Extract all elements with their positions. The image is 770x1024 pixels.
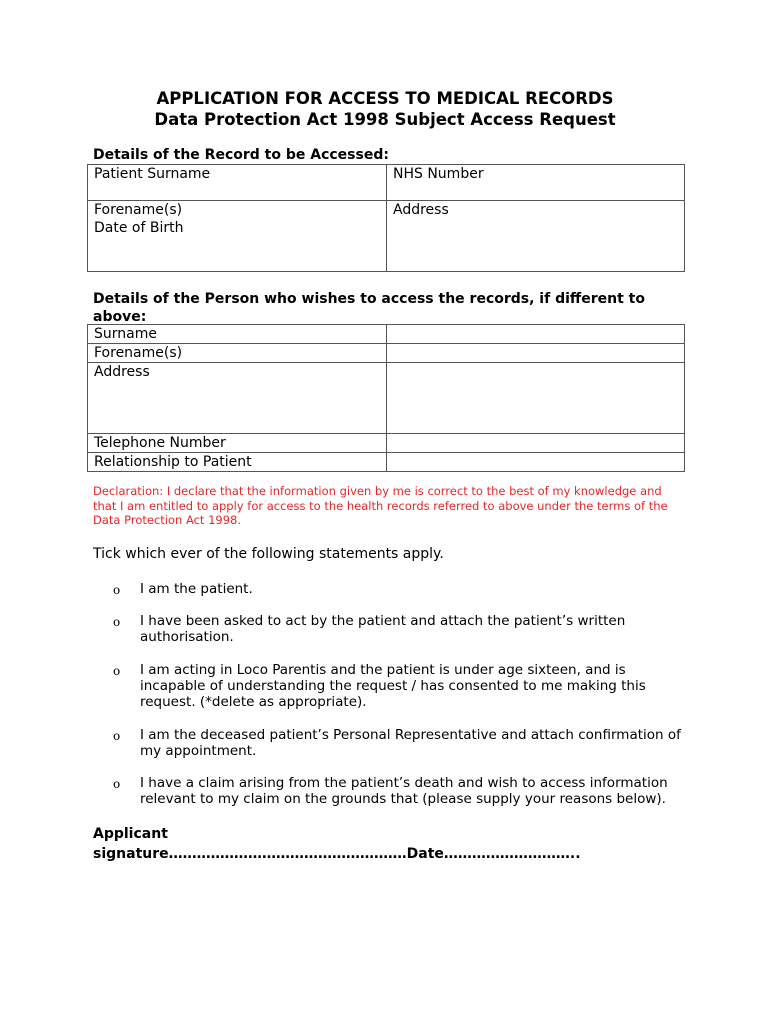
person-telephone-input[interactable] bbox=[387, 434, 685, 453]
date-of-birth-label: Date of Birth bbox=[94, 220, 184, 236]
person-forenames-input[interactable] bbox=[387, 344, 685, 363]
record-details-table bbox=[87, 164, 685, 272]
patient-surname-label: Patient Surname bbox=[94, 166, 211, 182]
person-forenames-label: Forename(s) bbox=[88, 344, 387, 363]
record-section-heading: Details of the Record to be Accessed: bbox=[93, 147, 389, 163]
person-address-label: Address bbox=[88, 363, 387, 434]
declaration-text: Declaration: I declare that the information given by me is correct to the best of my knowledge and that I am entitled to apply for access to the health records referred to above under the terms of the Data Protection Act 1998. bbox=[93, 484, 668, 527]
person-surname-input[interactable] bbox=[387, 325, 685, 344]
option-label: I have been asked to act by the patient and attach the patient’s written authorisation. bbox=[140, 613, 626, 645]
option-label: I am the patient. bbox=[140, 581, 253, 597]
patient-address-label: Address bbox=[393, 202, 449, 218]
signature-date-line[interactable]: signature……………………………………………Date……………………….. bbox=[93, 846, 581, 862]
forenames-dob-field[interactable] bbox=[88, 201, 387, 272]
form-title: APPLICATION FOR ACCESS TO MEDICAL RECORDS bbox=[156, 89, 614, 108]
patient-surname-field[interactable] bbox=[88, 165, 387, 201]
person-relationship-input[interactable] bbox=[387, 453, 685, 472]
checkbox-bullet-icon[interactable]: o bbox=[113, 729, 121, 743]
checkbox-bullet-icon[interactable]: o bbox=[113, 583, 121, 597]
person-relationship-label: Relationship to Patient bbox=[88, 453, 387, 472]
forenames-label: Forename(s) bbox=[94, 202, 183, 218]
person-telephone-label: Telephone Number bbox=[88, 434, 387, 453]
form-subtitle: Data Protection Act 1998 Subject Access Request bbox=[154, 110, 616, 129]
checkbox-bullet-icon[interactable]: o bbox=[113, 615, 121, 629]
nhs-number-label: NHS Number bbox=[393, 166, 484, 182]
nhs-number-field[interactable] bbox=[387, 165, 685, 201]
person-details-table bbox=[87, 324, 685, 472]
person-address-input[interactable] bbox=[387, 363, 685, 434]
checkbox-bullet-icon[interactable]: o bbox=[113, 777, 121, 791]
option-label: I am acting in Loco Parentis and the patient is under age sixteen, and is incapable of understanding the request / has consented to me making this request. (*delete as appropriate). bbox=[140, 662, 646, 710]
checkbox-bullet-icon[interactable]: o bbox=[113, 664, 121, 678]
applicant-label: Applicant bbox=[93, 826, 168, 842]
option-label: I have a claim arising from the patient’s death and wish to access information relevant to my claim on the grounds that (please supply your reasons below). bbox=[140, 775, 668, 807]
person-section-heading: Details of the Person who wishes to access the records, if different to above: bbox=[93, 291, 645, 325]
option-label: I am the deceased patient’s Personal Representative and attach confirmation of my appointment. bbox=[140, 727, 681, 759]
person-surname-label: Surname bbox=[88, 325, 387, 344]
patient-address-field[interactable] bbox=[387, 201, 685, 272]
tick-instructions: Tick which ever of the following statements apply. bbox=[93, 546, 444, 562]
